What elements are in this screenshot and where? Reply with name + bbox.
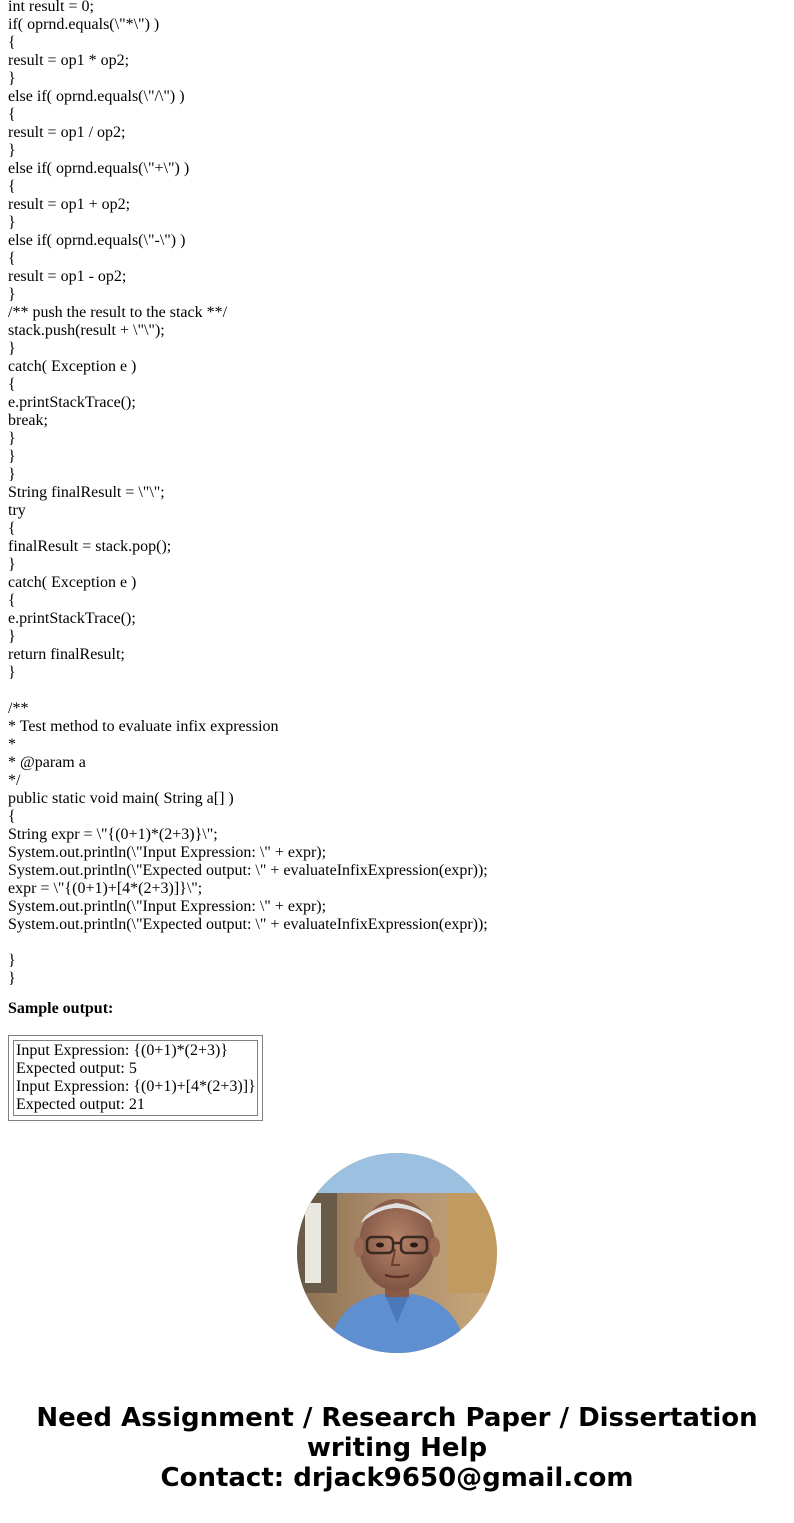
code-line: }	[8, 340, 16, 357]
author-photo-illustration	[297, 1153, 497, 1353]
code-line: /**	[8, 700, 29, 717]
code-line: */	[8, 772, 21, 789]
output-line: Expected output: 21	[16, 1096, 145, 1113]
code-line: String finalResult = \"\";	[8, 484, 165, 501]
output-line: Expected output: 5	[16, 1060, 137, 1077]
code-line: {	[8, 106, 16, 123]
code-line: break;	[8, 412, 48, 429]
code-line: try	[8, 502, 26, 519]
code-line: }	[8, 970, 16, 987]
code-line: int result = 0;	[8, 0, 94, 15]
code-line: }	[8, 448, 16, 465]
code-line: }	[8, 214, 16, 231]
code-line: {	[8, 250, 16, 267]
code-line: stack.push(result + \"\");	[8, 322, 165, 339]
banner-line-1: Need Assignment / Research Paper / Dissertation	[36, 1403, 758, 1433]
code-line: }	[8, 466, 16, 483]
code-line: return finalResult;	[8, 646, 125, 663]
code-line: {	[8, 34, 16, 51]
code-line: expr = \"{(0+1)+[4*(2+3)]}\";	[8, 880, 203, 897]
contact-banner	[0, 1403, 794, 1493]
code-line: {	[8, 808, 16, 825]
code-line: catch( Exception e )	[8, 574, 137, 591]
banner-line-2: writing Help	[306, 1433, 488, 1463]
code-line: {	[8, 520, 16, 537]
code-line: if( oprnd.equals(\"*\") )	[8, 16, 160, 33]
code-line: String expr = \"{(0+1)*(2+3)}\";	[8, 826, 218, 843]
sample-output-cell	[13, 1040, 258, 1116]
sample-output-heading: Sample output:	[8, 1000, 114, 1017]
code-line: * Test method to evaluate infix expression	[8, 718, 279, 735]
code-line: catch( Exception e )	[8, 358, 137, 375]
code-line: }	[8, 556, 16, 573]
output-line: Input Expression: {(0+1)+[4*(2+3)]}	[16, 1078, 256, 1095]
code-line: System.out.println(\"Expected output: \" + evaluateInfixExpression(expr));	[8, 862, 488, 879]
code-line: }	[8, 952, 16, 969]
banner-line-3: Contact: drjack9650@gmail.com	[160, 1463, 634, 1493]
code-line: else if( oprnd.equals(\"+\") )	[8, 160, 190, 177]
code-line: }	[8, 664, 16, 681]
code-line: e.printStackTrace();	[8, 394, 136, 411]
code-line: else if( oprnd.equals(\"-\") )	[8, 232, 186, 249]
code-line: }	[8, 430, 16, 447]
code-listing	[8, 0, 768, 988]
code-line: }	[8, 286, 16, 303]
code-line: }	[8, 142, 16, 159]
code-line: else if( oprnd.equals(\"/\") )	[8, 88, 185, 105]
code-line: System.out.println(\"Input Expression: \" + expr);	[8, 898, 327, 915]
output-line: Input Expression: {(0+1)*(2+3)}	[16, 1042, 229, 1059]
code-line: * @param a	[8, 754, 86, 771]
code-line: {	[8, 376, 16, 393]
code-line: }	[8, 70, 16, 87]
code-line: result = op1 - op2;	[8, 268, 127, 285]
code-line: /** push the result to the stack **/	[8, 304, 228, 321]
sample-output-table	[8, 1035, 263, 1121]
code-line: result = op1 / op2;	[8, 124, 126, 141]
code-line: result = op1 * op2;	[8, 52, 130, 69]
code-line: {	[8, 592, 16, 609]
code-line: public static void main( String a[] )	[8, 790, 234, 807]
code-line: result = op1 + op2;	[8, 196, 131, 213]
code-line: *	[8, 736, 16, 753]
code-line: {	[8, 178, 16, 195]
code-line: finalResult = stack.pop();	[8, 538, 172, 555]
code-line: }	[8, 628, 16, 645]
code-line: System.out.println(\"Input Expression: \" + expr);	[8, 844, 327, 861]
author-photo	[297, 1153, 497, 1353]
code-line: e.printStackTrace();	[8, 610, 136, 627]
code-line	[8, 934, 768, 952]
code-line	[8, 682, 768, 700]
code-line: System.out.println(\"Expected output: \" + evaluateInfixExpression(expr));	[8, 916, 488, 933]
